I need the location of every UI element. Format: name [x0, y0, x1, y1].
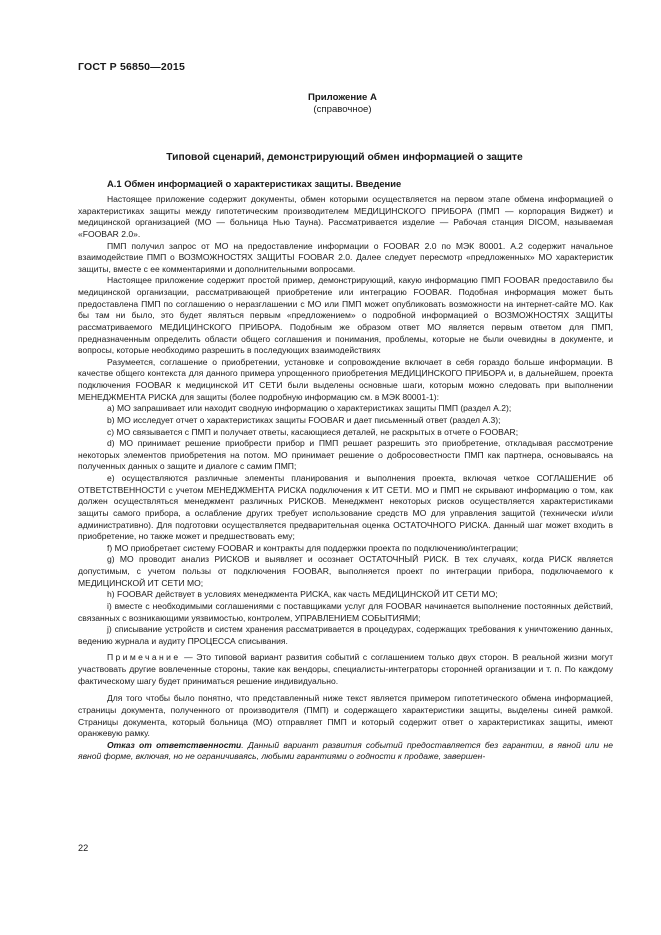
- list-item: а) МО запрашивает или находит сводную информацию о характеристиках защиты ПМП (раздел А.2);: [107, 403, 512, 414]
- list-item: f) МО приобретает систему FOOBAR и контракты для поддержки проекта по подключению/интеграции;: [107, 542, 519, 553]
- section-heading: А.1 Обмен информацией о характеристиках защиты. Введение: [107, 178, 402, 189]
- paragraph: Разумеется, соглашение о приобретении, установке и сопровождение включает в себя гораздо больше информации. В качестве общего контекста для данного примера упрощенного приобретения МЕДИЦИНСКОГО ПРИБОРА и, в дальнейшем, проекта подключения FOOBAR к медицинской ИТ СЕТИ были выделены основные шаги, которым можно следовать при выполнении МЕНЕДЖМЕНТА РИСКА для защиты (более подробную информацию см. в МЭК 80001-1):: [78, 356, 613, 402]
- standard-header: ГОСТ Р 56850—2015: [78, 61, 186, 73]
- disclaimer-label: Отказ от ответственности: [107, 739, 242, 750]
- body-text: [78, 194, 613, 763]
- disclaimer: [78, 740, 613, 763]
- list-item: е) осуществляются различные элементы планирования и выполнения проекта, включая четкое СОГЛАШЕНИЕ об ОТВЕТСТВЕННОСТИ с учетом МЕНЕДЖМЕНТА РИСКА подключения к ИТ СЕТИ. МО и ПМП не скрывают информацию о том, как должен осуществляться менеджмент различных РИСКОВ. Менеджмент некоторых рисков осуществляется характеристиками защиты самого прибора, а ослабление других требует использование средств МО для управления защитой (технически и/или административно). Для подготовки осуществляется предварительная оценка ОСТАТОЧНОГО РИСКА. Данный шаг может входить в приобретение, но также может и предшествовать ему;: [78, 473, 613, 542]
- list-item: i) вместе с необходимыми соглашениями с поставщиками услуг для FOOBAR начинается выполнение постоянных действий, связанных с возникающими уязвимостью, контролем, УПРАВЛЕНИЕМ СОБЫТИЯМИ;: [78, 600, 613, 623]
- paragraph: Настоящее приложение содержит простой пример, демонстрирующий, какую информацию ПМП FOOBAR предоставило бы медицинской организации, рассматривающей приобретение или интеграцию FOOBAR. Подобная информация может быть предоставлена ПМП по соглашению о неразглашении с МО или ПМП может опубликовать возможности на интернет-сайте МО. Как бы там ни было, это будет являться первым «предложением» о подробной информацией о ВОЗМОЖНОСТЯХ ЗАЩИТЫ рассматриваемого МЕДИЦИНСКОГО ПРИБОРА. Подобным же образом ответ МО является первым ответом для ПМП, предназначенным определить области общего соглашения и понимания, проблемы, которые не были очевидны в документе, и вопросы, которые необходимо разрешить в последующих взаимодействиях: [78, 275, 613, 356]
- appendix-title: Приложение А: [308, 92, 377, 103]
- closing-paragraph: Для того чтобы было понятно, что представленный ниже текст является примером гипотетического обмена информацией, страницы документа, полученного от производителя (ПМП) и содержащего характеристики защиты, выделены синей рамкой. Страницы документа, который больница (МО) отправляет ПМП и который содержит ответ о характеристиках защиты, имеют оранжевую рамку.: [78, 693, 613, 739]
- paragraph: Настоящее приложение содержит документы, обмен которыми осуществляется на первом этапе обмена информацией о характеристиках защиты между гипотетическим производителем МЕДИЦИНСКОГО ПРИБОРА (ПМП — корпорация Виджет) и медицинской организацией (МО — больница Нью Тауна). Рассматривается изделие — Рабочая станция DICOM, называемая «FOOBAR 2.0».: [78, 194, 613, 239]
- note-label: Примечание: [107, 652, 181, 663]
- document-title: Типовой сценарий, демонстрирующий обмен информацией о защите: [166, 152, 523, 163]
- note-text: — Это типовой вариант развития событий с соглашением только двух сторон. В реальной жизни могут участвовать другие вовлеченные стороны, такие как вендоры, специалисты-интеграторы сторонней организации и т. п. По каждому фактическому шагу будет приниматься решение индивидуально.: [78, 652, 613, 686]
- page-number: 22: [78, 843, 89, 853]
- paragraph: ПМП получил запрос от МО на предоставление информации о FOOBAR 2.0 по МЭК 80001. А.2 содержит начальное взаимодействие ПМП о ВОЗМОЖНОСТЯХ ЗАЩИТЫ FOOBAR 2.0. Далее следует пересмотр «предложенных» МО характеристик защиты, вместе с ее комментариями и дополнительными вопросами.: [78, 240, 613, 274]
- list-item: b) МО исследует отчет о характеристиках защиты FOOBAR и дает письменный ответ (раздел А.3);: [107, 414, 501, 425]
- list-item: g) МО проводит анализ РИСКОВ и выявляет и осознает ОСТАТОЧНЫЙ РИСК. В тех случаях, когда РИСК является допустимым, с учетом пользы от подключения FOOBAR, выполняется проект по интеграции прибора, подключаемого к МЕДИЦИНСКОЙ ИТ СЕТИ МО;: [78, 554, 613, 588]
- list-item: h) FOOBAR действует в условиях менеджмента РИСКА, как часть МЕДИЦИНСКОЙ ИТ СЕТИ МО;: [107, 589, 498, 600]
- disclaimer-text: . Данный вариант развития событий предоставляется без гарантии, в явной или не явной форме, включая, но не ограничиваясь, любыми гарантиями о годности к продаже, завершен-: [78, 739, 613, 762]
- note: [78, 652, 613, 687]
- list-item: с) МО связывается с ПМП и получает ответы, касающиеся деталей, не раскрытых в отчете о FOOBAR;: [107, 426, 519, 437]
- appendix-subtitle: (справочное): [313, 104, 372, 115]
- list-item: j) списывание устройств и систем хранения рассматривается в процедурах, содержащих требования к уничтожению данных, ведению журнала и аудиту ПРОЦЕССА списывания.: [78, 624, 613, 646]
- list-item: d) МО принимает решение приобрести прибор и ПМП решает разрешить это приобретение, откладывая рассмотрение некоторых элементов приобретения на потом. МО принимает решение о добросовестности ПМП как партнера, основываясь на полученных данных о защите и диалоге с самим ПМП;: [78, 438, 613, 472]
